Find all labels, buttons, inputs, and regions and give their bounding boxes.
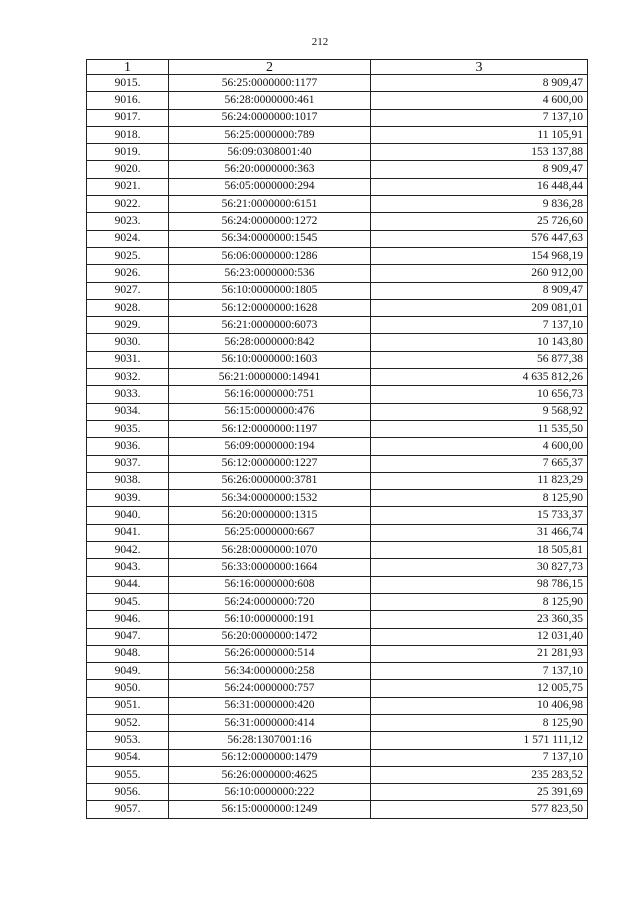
- amount-cell: 15 733,37: [371, 507, 588, 524]
- amount-cell: 16 448,44: [371, 178, 588, 195]
- amount-cell: 235 283,52: [371, 766, 588, 783]
- row-number-cell: 9057.: [87, 801, 169, 818]
- row-number-cell: 9042.: [87, 542, 169, 559]
- cadastral-number-cell: 56:24:0000000:757: [169, 680, 371, 697]
- table-row: [87, 369, 588, 386]
- table-row: [87, 559, 588, 576]
- amount-cell: 9 568,92: [371, 403, 588, 420]
- cadastral-number-cell: 56:31:0000000:420: [169, 697, 371, 714]
- table-row: [87, 697, 588, 714]
- column-header-2: 2: [169, 60, 371, 75]
- row-number-cell: 9019.: [87, 144, 169, 161]
- table-row: [87, 732, 588, 749]
- amount-cell: 11 105,91: [371, 126, 588, 143]
- row-number-cell: 9027.: [87, 282, 169, 299]
- amount-cell: 12 005,75: [371, 680, 588, 697]
- table-row: [87, 680, 588, 697]
- table-row: [87, 230, 588, 247]
- row-number-cell: 9020.: [87, 161, 169, 178]
- amount-cell: 154 968,19: [371, 247, 588, 264]
- table-row: [87, 75, 588, 92]
- amount-cell: 7 665,37: [371, 455, 588, 472]
- row-number-cell: 9048.: [87, 645, 169, 662]
- row-number-cell: 9047.: [87, 628, 169, 645]
- row-number-cell: 9044.: [87, 576, 169, 593]
- row-number-cell: 9050.: [87, 680, 169, 697]
- amount-cell: 21 281,93: [371, 645, 588, 662]
- table-row: [87, 299, 588, 316]
- row-number-cell: 9028.: [87, 299, 169, 316]
- cadastral-number-cell: 56:10:0000000:191: [169, 611, 371, 628]
- row-number-cell: 9031.: [87, 351, 169, 368]
- table-row: [87, 196, 588, 213]
- cadastral-number-cell: 56:28:1307001:16: [169, 732, 371, 749]
- row-number-cell: 9022.: [87, 196, 169, 213]
- cadastral-number-cell: 56:25:0000000:789: [169, 126, 371, 143]
- amount-cell: 10 406,98: [371, 697, 588, 714]
- amount-cell: 4 600,00: [371, 438, 588, 455]
- cadastral-number-cell: 56:26:0000000:4625: [169, 766, 371, 783]
- row-number-cell: 9040.: [87, 507, 169, 524]
- amount-cell: 260 912,00: [371, 265, 588, 282]
- row-number-cell: 9029.: [87, 317, 169, 334]
- row-number-cell: 9056.: [87, 784, 169, 801]
- table-row: [87, 126, 588, 143]
- amount-cell: 11 535,50: [371, 420, 588, 437]
- cadastral-number-cell: 56:24:0000000:1272: [169, 213, 371, 230]
- amount-cell: 18 505,81: [371, 542, 588, 559]
- page-number: 212: [311, 36, 329, 48]
- data-table: [86, 59, 588, 819]
- row-number-cell: 9016.: [87, 92, 169, 109]
- cadastral-number-cell: 56:26:0000000:514: [169, 645, 371, 662]
- cadastral-number-cell: 56:05:0000000:294: [169, 178, 371, 195]
- row-number-cell: 9055.: [87, 766, 169, 783]
- row-number-cell: 9036.: [87, 438, 169, 455]
- column-header-1: 1: [87, 60, 169, 75]
- row-number-cell: 9034.: [87, 403, 169, 420]
- amount-cell: 7 137,10: [371, 317, 588, 334]
- cadastral-number-cell: 56:21:0000000:6151: [169, 196, 371, 213]
- table-row: [87, 386, 588, 403]
- row-number-cell: 9037.: [87, 455, 169, 472]
- amount-cell: 56 877,38: [371, 351, 588, 368]
- row-number-cell: 9033.: [87, 386, 169, 403]
- amount-cell: 7 137,10: [371, 749, 588, 766]
- amount-cell: 8 125,90: [371, 490, 588, 507]
- cadastral-number-cell: 56:21:0000000:14941: [169, 369, 371, 386]
- cadastral-number-cell: 56:28:0000000:842: [169, 334, 371, 351]
- table-row: [87, 178, 588, 195]
- table-row: [87, 524, 588, 541]
- amount-cell: 4 635 812,26: [371, 369, 588, 386]
- row-number-cell: 9045.: [87, 593, 169, 610]
- cadastral-number-cell: 56:34:0000000:258: [169, 663, 371, 680]
- cadastral-number-cell: 56:23:0000000:536: [169, 265, 371, 282]
- amount-cell: 12 031,40: [371, 628, 588, 645]
- row-number-cell: 9054.: [87, 749, 169, 766]
- row-number-cell: 9025.: [87, 247, 169, 264]
- cadastral-number-cell: 56:28:0000000:461: [169, 92, 371, 109]
- table-row: [87, 593, 588, 610]
- cadastral-number-cell: 56:10:0000000:1805: [169, 282, 371, 299]
- amount-cell: 8 909,47: [371, 282, 588, 299]
- table-row: [87, 213, 588, 230]
- cadastral-number-cell: 56:28:0000000:1070: [169, 542, 371, 559]
- amount-cell: 98 786,15: [371, 576, 588, 593]
- cadastral-number-cell: 56:33:0000000:1664: [169, 559, 371, 576]
- row-number-cell: 9030.: [87, 334, 169, 351]
- cadastral-number-cell: 56:10:0000000:222: [169, 784, 371, 801]
- cadastral-number-cell: 56:16:0000000:608: [169, 576, 371, 593]
- column-header-3: 3: [371, 60, 588, 75]
- amount-cell: 10 656,73: [371, 386, 588, 403]
- cadastral-number-cell: 56:20:0000000:1472: [169, 628, 371, 645]
- row-number-cell: 9017.: [87, 109, 169, 126]
- table-row: [87, 92, 588, 109]
- amount-cell: 23 360,35: [371, 611, 588, 628]
- cadastral-number-cell: 56:21:0000000:6073: [169, 317, 371, 334]
- table-row: [87, 334, 588, 351]
- cadastral-number-cell: 56:15:0000000:1249: [169, 801, 371, 818]
- header-row: [87, 60, 588, 75]
- table-body: [87, 75, 588, 819]
- table-row: [87, 472, 588, 489]
- amount-cell: 8 125,90: [371, 593, 588, 610]
- cadastral-number-cell: 56:24:0000000:720: [169, 593, 371, 610]
- row-number-cell: 9032.: [87, 369, 169, 386]
- cadastral-number-cell: 56:10:0000000:1603: [169, 351, 371, 368]
- table-row: [87, 663, 588, 680]
- table-row: [87, 438, 588, 455]
- cadastral-number-cell: 56:12:0000000:1628: [169, 299, 371, 316]
- row-number-cell: 9043.: [87, 559, 169, 576]
- row-number-cell: 9021.: [87, 178, 169, 195]
- table-row: [87, 542, 588, 559]
- table-row: [87, 749, 588, 766]
- cadastral-number-cell: 56:34:0000000:1532: [169, 490, 371, 507]
- cadastral-number-cell: 56:09:0000000:194: [169, 438, 371, 455]
- table-row: [87, 109, 588, 126]
- table-row: [87, 317, 588, 334]
- cadastral-number-cell: 56:15:0000000:476: [169, 403, 371, 420]
- table-row: [87, 144, 588, 161]
- cadastral-number-cell: 56:26:0000000:3781: [169, 472, 371, 489]
- row-number-cell: 9023.: [87, 213, 169, 230]
- row-number-cell: 9052.: [87, 714, 169, 731]
- amount-cell: 8 909,47: [371, 75, 588, 92]
- table-row: [87, 490, 588, 507]
- table-row: [87, 282, 588, 299]
- cadastral-number-cell: 56:12:0000000:1227: [169, 455, 371, 472]
- cadastral-number-cell: 56:25:0000000:1177: [169, 75, 371, 92]
- row-number-cell: 9038.: [87, 472, 169, 489]
- table-row: [87, 403, 588, 420]
- row-number-cell: 9046.: [87, 611, 169, 628]
- amount-cell: 11 823,29: [371, 472, 588, 489]
- table-row: [87, 247, 588, 264]
- amount-cell: 153 137,88: [371, 144, 588, 161]
- row-number-cell: 9051.: [87, 697, 169, 714]
- amount-cell: 31 466,74: [371, 524, 588, 541]
- row-number-cell: 9024.: [87, 230, 169, 247]
- cadastral-number-cell: 56:16:0000000:751: [169, 386, 371, 403]
- cadastral-number-cell: 56:24:0000000:1017: [169, 109, 371, 126]
- table-row: [87, 161, 588, 178]
- amount-cell: 25 726,60: [371, 213, 588, 230]
- table-row: [87, 455, 588, 472]
- cadastral-number-cell: 56:20:0000000:363: [169, 161, 371, 178]
- amount-cell: 25 391,69: [371, 784, 588, 801]
- row-number-cell: 9015.: [87, 75, 169, 92]
- row-number-cell: 9035.: [87, 420, 169, 437]
- row-number-cell: 9018.: [87, 126, 169, 143]
- table-row: [87, 420, 588, 437]
- amount-cell: 8 909,47: [371, 161, 588, 178]
- cadastral-number-cell: 56:06:0000000:1286: [169, 247, 371, 264]
- table-row: [87, 784, 588, 801]
- cadastral-number-cell: 56:34:0000000:1545: [169, 230, 371, 247]
- cadastral-number-cell: 56:20:0000000:1315: [169, 507, 371, 524]
- amount-cell: 1 571 111,12: [371, 732, 588, 749]
- amount-cell: 7 137,10: [371, 109, 588, 126]
- table-row: [87, 714, 588, 731]
- table-row: [87, 801, 588, 818]
- row-number-cell: 9049.: [87, 663, 169, 680]
- table-row: [87, 576, 588, 593]
- row-number-cell: 9041.: [87, 524, 169, 541]
- table-header: [87, 60, 588, 75]
- amount-cell: 4 600,00: [371, 92, 588, 109]
- amount-cell: 9 836,28: [371, 196, 588, 213]
- row-number-cell: 9039.: [87, 490, 169, 507]
- table-row: [87, 766, 588, 783]
- amount-cell: 7 137,10: [371, 663, 588, 680]
- amount-cell: 8 125,90: [371, 714, 588, 731]
- amount-cell: 576 447,63: [371, 230, 588, 247]
- table-row: [87, 351, 588, 368]
- cadastral-number-cell: 56:25:0000000:667: [169, 524, 371, 541]
- row-number-cell: 9053.: [87, 732, 169, 749]
- cadastral-number-cell: 56:12:0000000:1197: [169, 420, 371, 437]
- table-row: [87, 645, 588, 662]
- table-row: [87, 265, 588, 282]
- row-number-cell: 9026.: [87, 265, 169, 282]
- table-row: [87, 611, 588, 628]
- amount-cell: 577 823,50: [371, 801, 588, 818]
- amount-cell: 30 827,73: [371, 559, 588, 576]
- cadastral-number-cell: 56:12:0000000:1479: [169, 749, 371, 766]
- cadastral-number-cell: 56:09:0308001:40: [169, 144, 371, 161]
- amount-cell: 10 143,80: [371, 334, 588, 351]
- table-row: [87, 507, 588, 524]
- amount-cell: 209 081,01: [371, 299, 588, 316]
- table-row: [87, 628, 588, 645]
- cadastral-number-cell: 56:31:0000000:414: [169, 714, 371, 731]
